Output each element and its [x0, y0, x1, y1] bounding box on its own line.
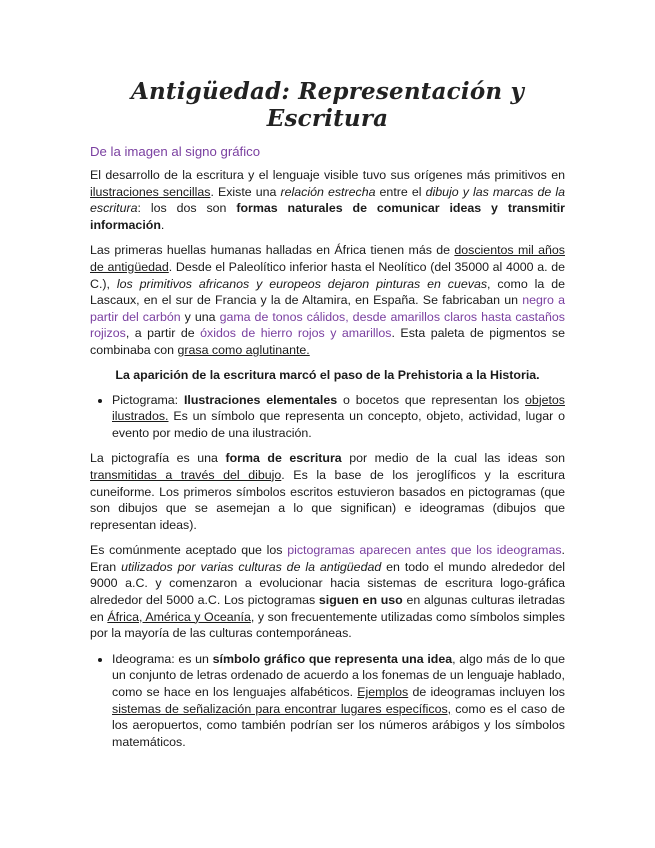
text: La pictografía es una: [90, 451, 226, 466]
text: por medio de la cual las ideas son: [341, 451, 565, 466]
text: Las primeras huellas humanas halladas en África tienen más de: [90, 243, 455, 258]
bullet-list-ideograma: [90, 651, 565, 751]
text: Es un símbolo que representa un concepto, objeto, actividad, lugar o evento por medio de una ilustración.: [112, 409, 565, 440]
text: entre el: [375, 184, 426, 199]
text: . Esta paleta de pigmentos se combinaba con: [90, 326, 565, 357]
highlight-text: gama de tonos cálidos, desde amarillos claros hasta castaños rojizos: [90, 309, 565, 341]
paragraph-intro: [90, 167, 565, 233]
text: , a partir de: [125, 326, 201, 341]
bullet-list-pictograma: [90, 392, 565, 442]
text: y una: [180, 309, 220, 324]
text: de ideogramas incluyen los: [408, 685, 565, 700]
page-title: Antigüedad: Representación y Escritura: [130, 78, 525, 132]
paragraph-pictogramas-history: [90, 542, 565, 642]
text: en algunas culturas iletradas en: [90, 593, 565, 624]
italic-text: los primitivos africanos y europeos dejaron pinturas en cuevas: [116, 276, 488, 291]
text: Ideograma: es un: [112, 651, 213, 666]
highlight-text: negro a partir del carbón: [90, 293, 566, 324]
text: , como la de Lascaux, en el sur de Francia y la de Altamira, en España. Se fabricaban un: [90, 276, 565, 308]
text: como es el caso de los aeropuertos, como también podrían ser los números arábigos y los símbolos matemáticos.: [112, 701, 565, 749]
text: . Eran: [90, 543, 565, 574]
list-item: [112, 651, 565, 751]
italic-text: relación estrecha: [280, 184, 376, 199]
text: : los dos son: [137, 201, 237, 216]
text: Es comúnmente aceptado que los: [90, 543, 288, 558]
paragraph-first-traces: [90, 242, 565, 358]
text: en todo el mundo alrededor del 9000 a.C. y comenzaron a evolucionar hacia sistemas de escritura logo-gráfica alrededor del 5000 a.C. Los pictogramas: [90, 559, 565, 608]
italic-text: dibujo y las marcas de la escritura: [90, 184, 566, 216]
section-subtitle: De la imagen al signo gráfico: [90, 144, 261, 159]
section-heading: La aparición de la escritura marcó el paso de la Prehistoria a la Historia.: [115, 367, 540, 382]
highlight-text: pictogramas aparecen antes que los ideogramas: [287, 543, 562, 558]
underlined-text: objetos ilustrados.: [112, 392, 565, 424]
bold-text: formas naturales de comunicar ideas y transmitir información: [90, 201, 565, 232]
list-item: [112, 392, 565, 442]
text: , algo más de lo que un conjunto de letras ordenado de acuerdo a los fonemas de un lenguaje hablado, como se hace en los lenguajes alfabéticos.: [112, 651, 565, 700]
underlined-text: grasa como aglutinante.: [177, 342, 310, 357]
bold-text: símbolo gráfico que representa una idea: [212, 651, 453, 666]
bold-text: siguen en uso: [318, 593, 403, 608]
text: o bocetos que representan los: [337, 392, 526, 407]
underlined-text: Ejemplos: [357, 685, 409, 700]
text: .: [160, 217, 165, 232]
underlined-text: África, América y Oceanía: [107, 609, 251, 624]
text: . Existe una: [210, 184, 281, 199]
underlined-text: ilustraciones sencillas: [90, 184, 211, 199]
underlined-text: transmitidas a través del dibujo: [90, 467, 282, 482]
text: El desarrollo de la escritura y el lenguaje visible tuvo sus orígenes más primitivos en: [90, 168, 565, 182]
highlight-text: óxidos de hierro rojos y amarillos: [200, 326, 392, 341]
text: . Es la base de los jeroglíficos y la escritura cuneiforme. Los primeros símbolos escritos estuvieron basados en pictogramas (que son dibujos que se asemejan a lo que significan) e ideogramas (dibujos que representan ideas).: [90, 467, 565, 532]
italic-text: utilizados por varias culturas de la antigüedad: [121, 559, 382, 574]
text: Pictograma:: [112, 392, 184, 407]
bold-text: forma de escritura: [225, 451, 342, 466]
text: , y son frecuentemente utilizadas como símbolos simples por la mayoría de las culturas contemporáneas.: [90, 609, 565, 641]
underlined-text: doscientos mil años de antigüedad: [90, 243, 565, 274]
paragraph-pictografia: [90, 450, 565, 533]
bold-text: Ilustraciones elementales: [183, 392, 338, 407]
underlined-text: sistemas de señalización para encontrar lugares específicos,: [112, 701, 452, 716]
text: . Desde el Paleolítico inferior hasta el Neolítico (del 35000 al 4000 a. de C.),: [90, 259, 565, 291]
